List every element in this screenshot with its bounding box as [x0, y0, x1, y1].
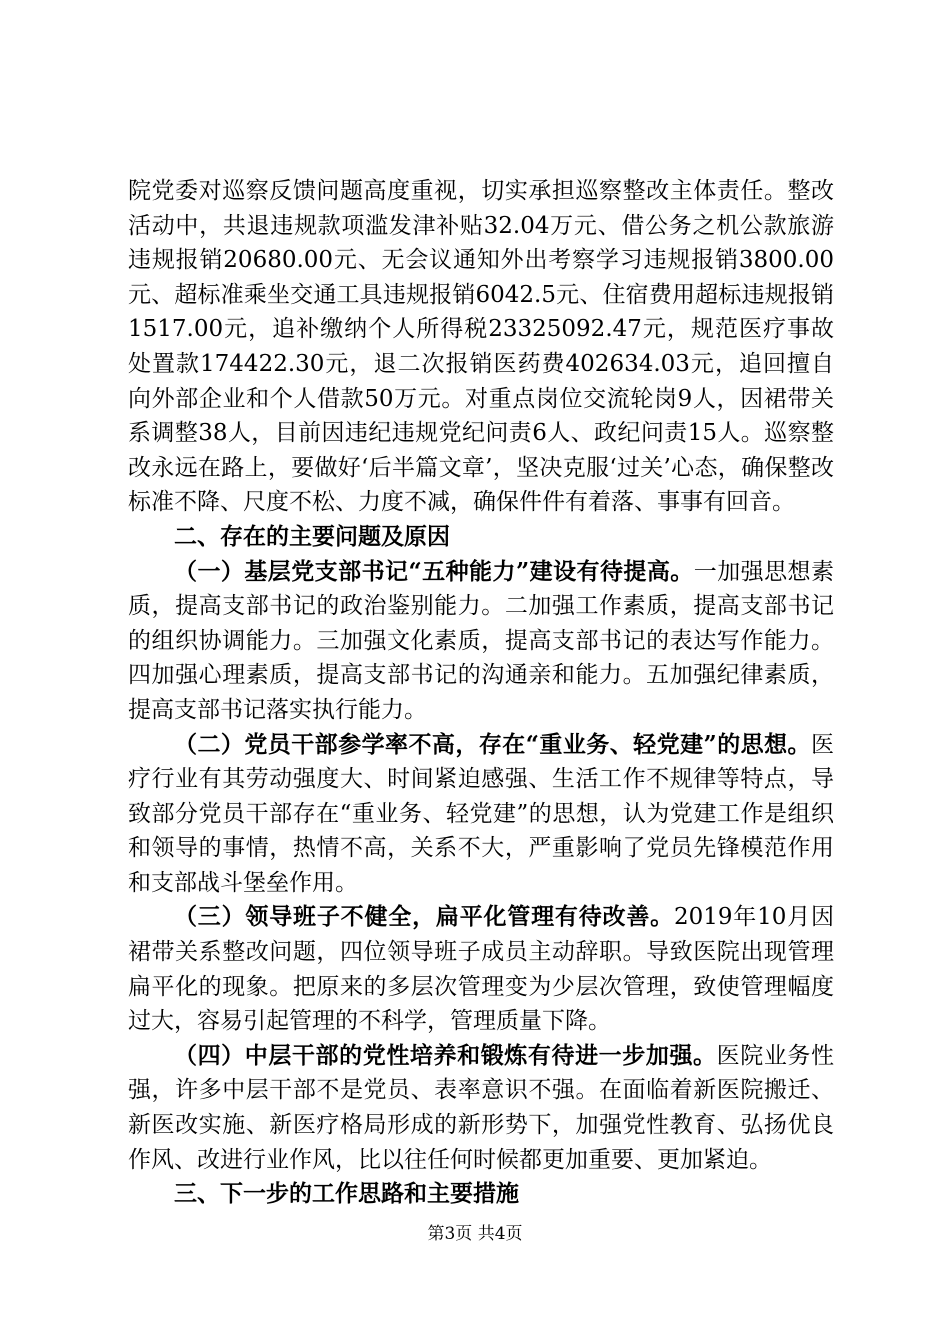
paragraph-problem-3	[128, 900, 834, 1038]
paragraph-problem-1	[128, 555, 834, 728]
section-heading-problems: 二、存在的主要问题及原因	[174, 522, 450, 550]
page-number-footer: 第3页 共4页	[427, 1224, 523, 1244]
problem-3-text: 2019年10月因裙带关系整改问题，四位领导班子成员主动辞职。导致医院出现管理扁平化的现象。把原来的多层次管理变为少层次管理，致使管理幅度过大，容易引起管理的不科学，管理质量下降。	[128, 904, 834, 1035]
document-body	[128, 174, 834, 1212]
problem-2-title: （二）党员干部参学率不高，存在“重业务、轻党建”的思想。	[174, 730, 811, 758]
problem-1-title: （一）基层党支部书记“五种能力”建设有待提高。	[174, 557, 694, 585]
problem-1-text: 一加强思想素质，提高支部书记的政治鉴别能力。二加强工作素质，提高支部书记的组织协调能力。三加强文化素质，提高支部书记的表达写作能力。四加强心理素质，提高支部书记的沟通亲和能力。五加强纪律素质，提高支部书记落实执行能力。	[128, 558, 835, 723]
problem-4-text: 医院业务性强，许多中层干部不是党员、表率意识不强。在面临着新医院搬迁、新医改实施、新医疗格局形成的新形势下，加强党性教育、弘扬优良作风、改进行业作风，比以往任何时候都更加重要、更加紧迫。	[128, 1042, 835, 1173]
problem-3-title: （三）领导班子不健全，扁平化管理有待改善。	[174, 903, 674, 931]
paragraph-problem-2	[128, 728, 834, 901]
section-heading-next-steps: 三、下一步的工作思路和主要措施	[174, 1180, 519, 1208]
paragraph-rectification-results: 院党委对巡察反馈问题高度重视，切实承担巡察整改主体责任。整改活动中，共退违规款项滥发津补贴32.04万元、借公务之机公款旅游违规报销20680.00元、无会议通知外出考察学习违规报销3800.00元、超标准乘坐交通工具违规报销6042.5元、住宿费用超标违规报销1517.00元，追补缴纳个人所得税23325092.47元，规范医疗事故处置款174422.30元，退二次报销医药费402634.03元，追回擅自向外部企业和个人借款50万元。对重点岗位交流轮岗9人，因裙带关系调整38人，目前因违纪违规党纪问责6人、政纪问责15人。巡察整改永远在路上，要做好‘后半篇文章’，坚决克服‘过关’心态，确保整改标准不降、尺度不松、力度不减，确保件件有着落、事事有回音。	[128, 178, 834, 516]
problem-2-text: 医疗行业有其劳动强度大、时间紧迫感强、生活工作不规律等特点，导致部分党员干部存在“重业务、轻党建”的思想，认为党建工作是组织和领导的事情，热情不高，关系不大，严重影响了党员先锋模范作用和支部战斗堡垒作用。	[128, 731, 834, 896]
problem-4-title: （四）中层干部的党性培养和锻炼有待进一步加强。	[174, 1041, 717, 1069]
paragraph-problem-4	[128, 1039, 834, 1177]
